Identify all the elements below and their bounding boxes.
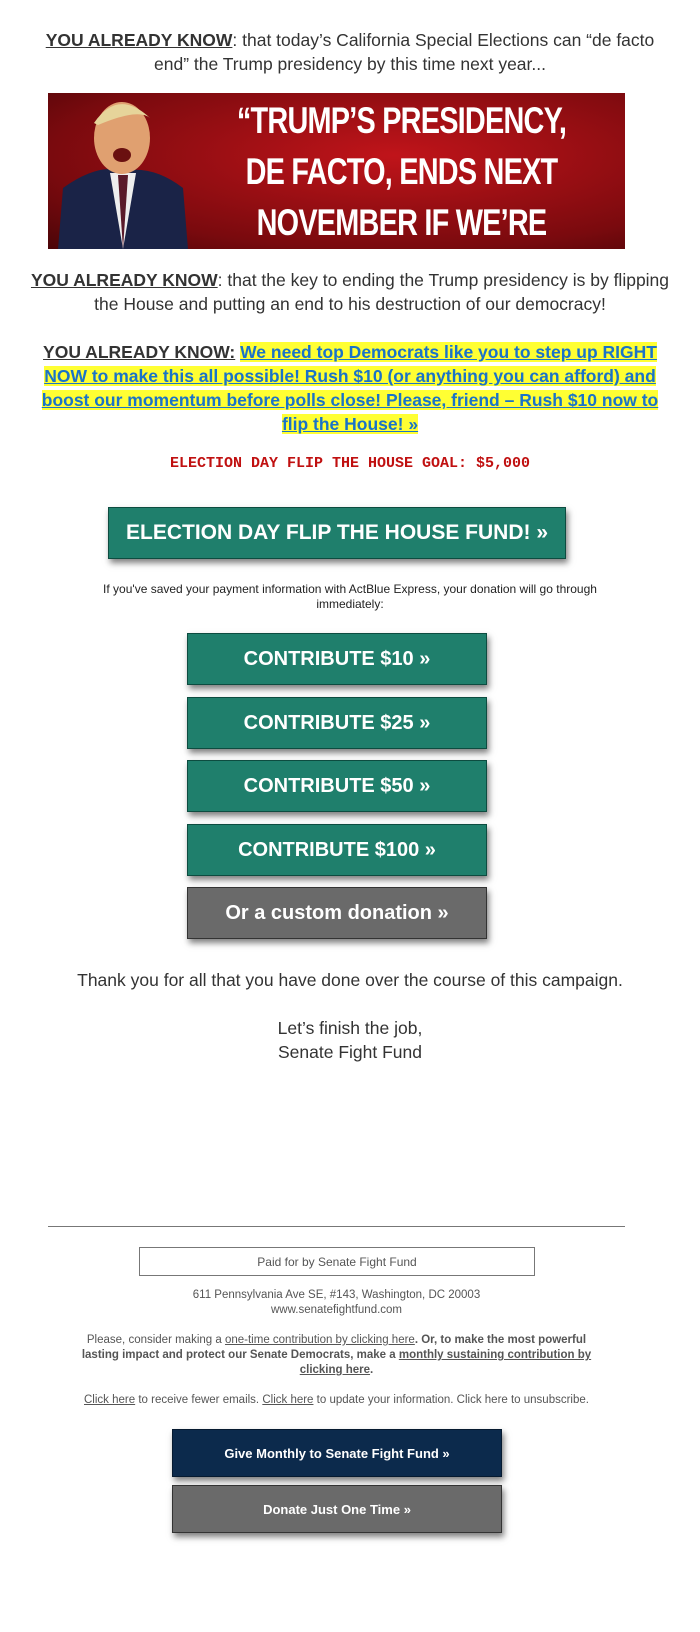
text: : that the key to ending the Trump presidency is by flipping the House and putting an end to his destruction of our democracy! bbox=[94, 270, 670, 314]
goal-text: ELECTION DAY FLIP THE HOUSE GOAL: $5,000 bbox=[169, 455, 531, 472]
contribute-100-button[interactable]: CONTRIBUTE $100 » bbox=[187, 824, 487, 876]
text: to update your information. Click here to unsubscribe. bbox=[313, 1394, 589, 1406]
text: Please, consider making a bbox=[86, 1334, 225, 1346]
bold-text: . Or, to make the most powerful lasting impact and protect our Senate Democrats, make a bbox=[81, 1334, 587, 1361]
signoff-line-1: Let’s finish the job, bbox=[277, 1018, 423, 1038]
banner-image[interactable] bbox=[48, 93, 625, 249]
email-preferences bbox=[28, 1393, 645, 1408]
one-time-link[interactable]: one-time contribution by clicking here bbox=[224, 1334, 415, 1346]
donate-once-button[interactable]: Donate Just One Time » bbox=[172, 1485, 502, 1533]
paid-for-box: Paid for by Senate Fight Fund bbox=[139, 1247, 535, 1276]
update-info-link[interactable]: Click here bbox=[262, 1394, 314, 1406]
address: 611 Pennsylvania Ave SE, #143, Washington, DC 20003 bbox=[192, 1289, 481, 1301]
trump-photo-icon bbox=[58, 93, 188, 249]
express-note: If you've saved your payment information with ActBlue Express, your donation will go through immediately: bbox=[103, 582, 597, 611]
period: . bbox=[370, 1364, 374, 1376]
contribution-paragraph bbox=[68, 1333, 605, 1378]
key-paragraph bbox=[28, 268, 672, 316]
intro-paragraph bbox=[28, 28, 672, 76]
website: www.senatefightfund.com bbox=[270, 1304, 403, 1316]
contribute-50-button[interactable]: CONTRIBUTE $50 » bbox=[187, 760, 487, 812]
thank-you-text: Thank you for all that you have done over the course of this campaign. bbox=[77, 970, 623, 990]
custom-donation-button[interactable]: Or a custom donation » bbox=[187, 887, 487, 939]
signoff-line-2: Senate Fight Fund bbox=[278, 1042, 422, 1062]
contribute-25-button[interactable]: CONTRIBUTE $25 » bbox=[187, 697, 487, 749]
contribute-10-button[interactable]: CONTRIBUTE $10 » bbox=[187, 633, 487, 685]
ask-paragraph bbox=[30, 340, 670, 436]
lead: YOU ALREADY KNOW bbox=[45, 30, 233, 50]
fewer-emails-link[interactable]: Click here bbox=[84, 1394, 136, 1406]
donate-link[interactable]: We need top Democrats like you to step up RIGHT NOW to make this all possible! Rush $10 (or anything you can afford) and boost our momentum before polls close! Please, friend – Rush $10 now to flip the House! » bbox=[41, 342, 659, 434]
banner-quote: “TRUMP’S PRESIDENCY, DE FACTO, ENDS NEXT NOVEMBER IF WE’RE bbox=[236, 100, 567, 243]
text: to receive fewer emails. bbox=[135, 1394, 263, 1406]
lead: YOU ALREADY KNOW bbox=[30, 270, 218, 290]
give-monthly-button[interactable]: Give Monthly to Senate Fight Fund » bbox=[172, 1429, 502, 1477]
monthly-link[interactable]: monthly sustaining contribution by clicking here bbox=[299, 1349, 592, 1376]
flip-house-fund-button[interactable]: ELECTION DAY FLIP THE HOUSE FUND! » bbox=[108, 507, 566, 559]
lead: YOU ALREADY KNOW: bbox=[43, 342, 236, 362]
divider bbox=[48, 1226, 625, 1227]
text: : that today’s California Special Elections can “de facto end” the Trump presidency by this time next year... bbox=[154, 30, 655, 74]
